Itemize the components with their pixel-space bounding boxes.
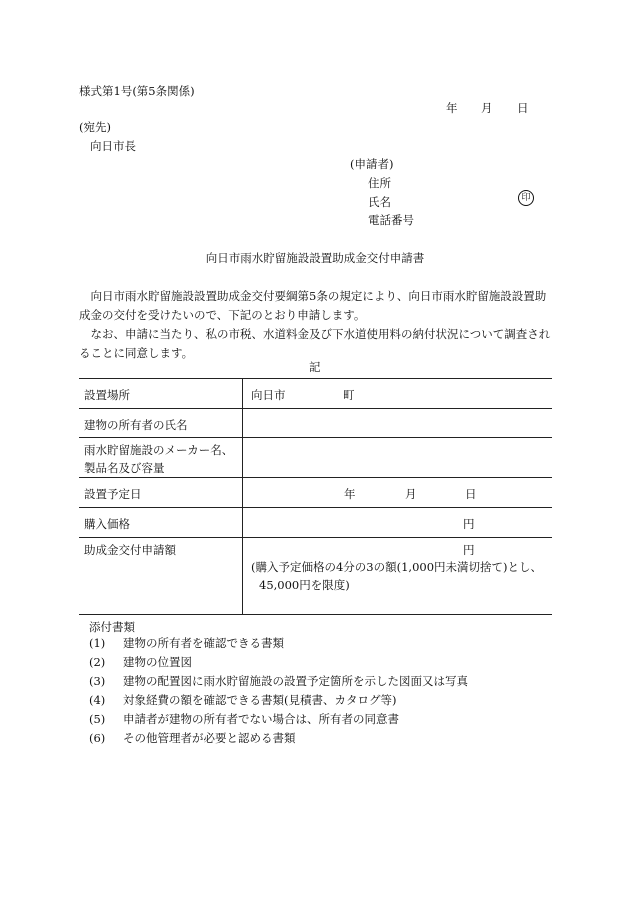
location-label: 設置場所 [84, 388, 130, 402]
addressee: 向日市長 [90, 139, 136, 153]
attachment-text: 申請者が建物の所有者でない場合は、所有者の同意書 [123, 712, 399, 726]
date-year-label: 年 [446, 101, 458, 115]
table-row-maker [79, 438, 552, 478]
location-city: 向日市 [251, 388, 286, 402]
location-field[interactable] [243, 379, 553, 409]
form-number: 様式第1号(第5条関係) [79, 84, 195, 98]
subsidy-note-line1: (購入予定価格の4分の3の額(1,000円未満切捨て)とし、 [251, 560, 543, 574]
owner-field[interactable] [243, 409, 553, 438]
table-row-location [79, 379, 552, 409]
attachment-number: (5) [89, 712, 106, 726]
attachment-item [89, 710, 399, 729]
table-row-schedule [79, 478, 552, 508]
attachment-item [89, 653, 192, 672]
subsidy-field[interactable] [243, 538, 553, 615]
table-row-owner [79, 409, 552, 438]
attachment-number: (2) [89, 655, 106, 669]
attachment-text: その他管理者が必要と認める書類 [123, 731, 296, 745]
subsidy-label: 助成金交付申請額 [84, 543, 176, 557]
applicant-phone-label: 電話番号 [368, 213, 414, 227]
applicant-label: (申請者) [350, 157, 394, 171]
body-paragraph-1: 向日市雨水貯留施設設置助成金交付要綱第5条の規定により、向日市雨水貯留施設設置助成金の交付を受けたいので、下記のとおり申請します。 [79, 289, 547, 322]
attachments-heading: 添付書類 [89, 620, 135, 634]
attachment-item [89, 729, 296, 748]
attachment-text: 建物の配置図に雨水貯留施設の設置予定箇所を示した図面又は写真 [123, 674, 468, 688]
schedule-field[interactable] [243, 478, 553, 508]
maker-label-line2: 製品名及び容量 [84, 461, 165, 475]
body-paragraph-2: なお、申請に当たり、私の市税、水道料金及び下水道使用料の納付状況について調査されることに同意します。 [79, 327, 551, 360]
owner-label: 建物の所有者の氏名 [84, 418, 188, 432]
maker-field[interactable] [243, 438, 553, 478]
price-field[interactable] [243, 508, 553, 538]
attachment-number: (3) [89, 674, 106, 688]
applicant-name-label: 氏名 [368, 195, 391, 209]
schedule-day: 日 [465, 487, 477, 501]
seal-mark: 印 [518, 190, 534, 206]
subsidy-unit: 円 [463, 543, 475, 557]
schedule-label: 設置予定日 [84, 487, 142, 501]
attachment-item [89, 691, 396, 710]
attachment-item [89, 672, 468, 691]
attachment-number: (1) [89, 636, 106, 650]
document-title: 向日市雨水貯留施設設置助成金交付申請書 [205, 251, 425, 265]
attachment-number: (4) [89, 693, 106, 707]
table-row-subsidy [79, 538, 552, 615]
ki-label: 記 [309, 360, 321, 374]
schedule-year: 年 [344, 487, 356, 501]
schedule-month: 月 [405, 487, 417, 501]
maker-label-line1: 雨水貯留施設のメーカー名、 [84, 443, 234, 457]
date-month-label: 月 [481, 101, 493, 115]
price-unit: 円 [463, 517, 475, 531]
location-town: 町 [343, 388, 355, 402]
table-row-price [79, 508, 552, 538]
attachment-text: 建物の所有者を確認できる書類 [123, 636, 284, 650]
price-label: 購入価格 [84, 517, 130, 531]
applicant-address-label: 住所 [368, 176, 391, 190]
subsidy-note-line2: 45,000円を限度) [259, 578, 350, 592]
addressee-label: (宛先) [79, 120, 111, 134]
attachment-text: 建物の位置図 [123, 655, 192, 669]
attachment-item [89, 634, 284, 653]
attachment-number: (6) [89, 731, 106, 745]
attachment-text: 対象経費の額を確認できる書類(見積書、カタログ等) [123, 693, 397, 707]
application-table [79, 378, 552, 615]
date-day-label: 日 [517, 101, 529, 115]
